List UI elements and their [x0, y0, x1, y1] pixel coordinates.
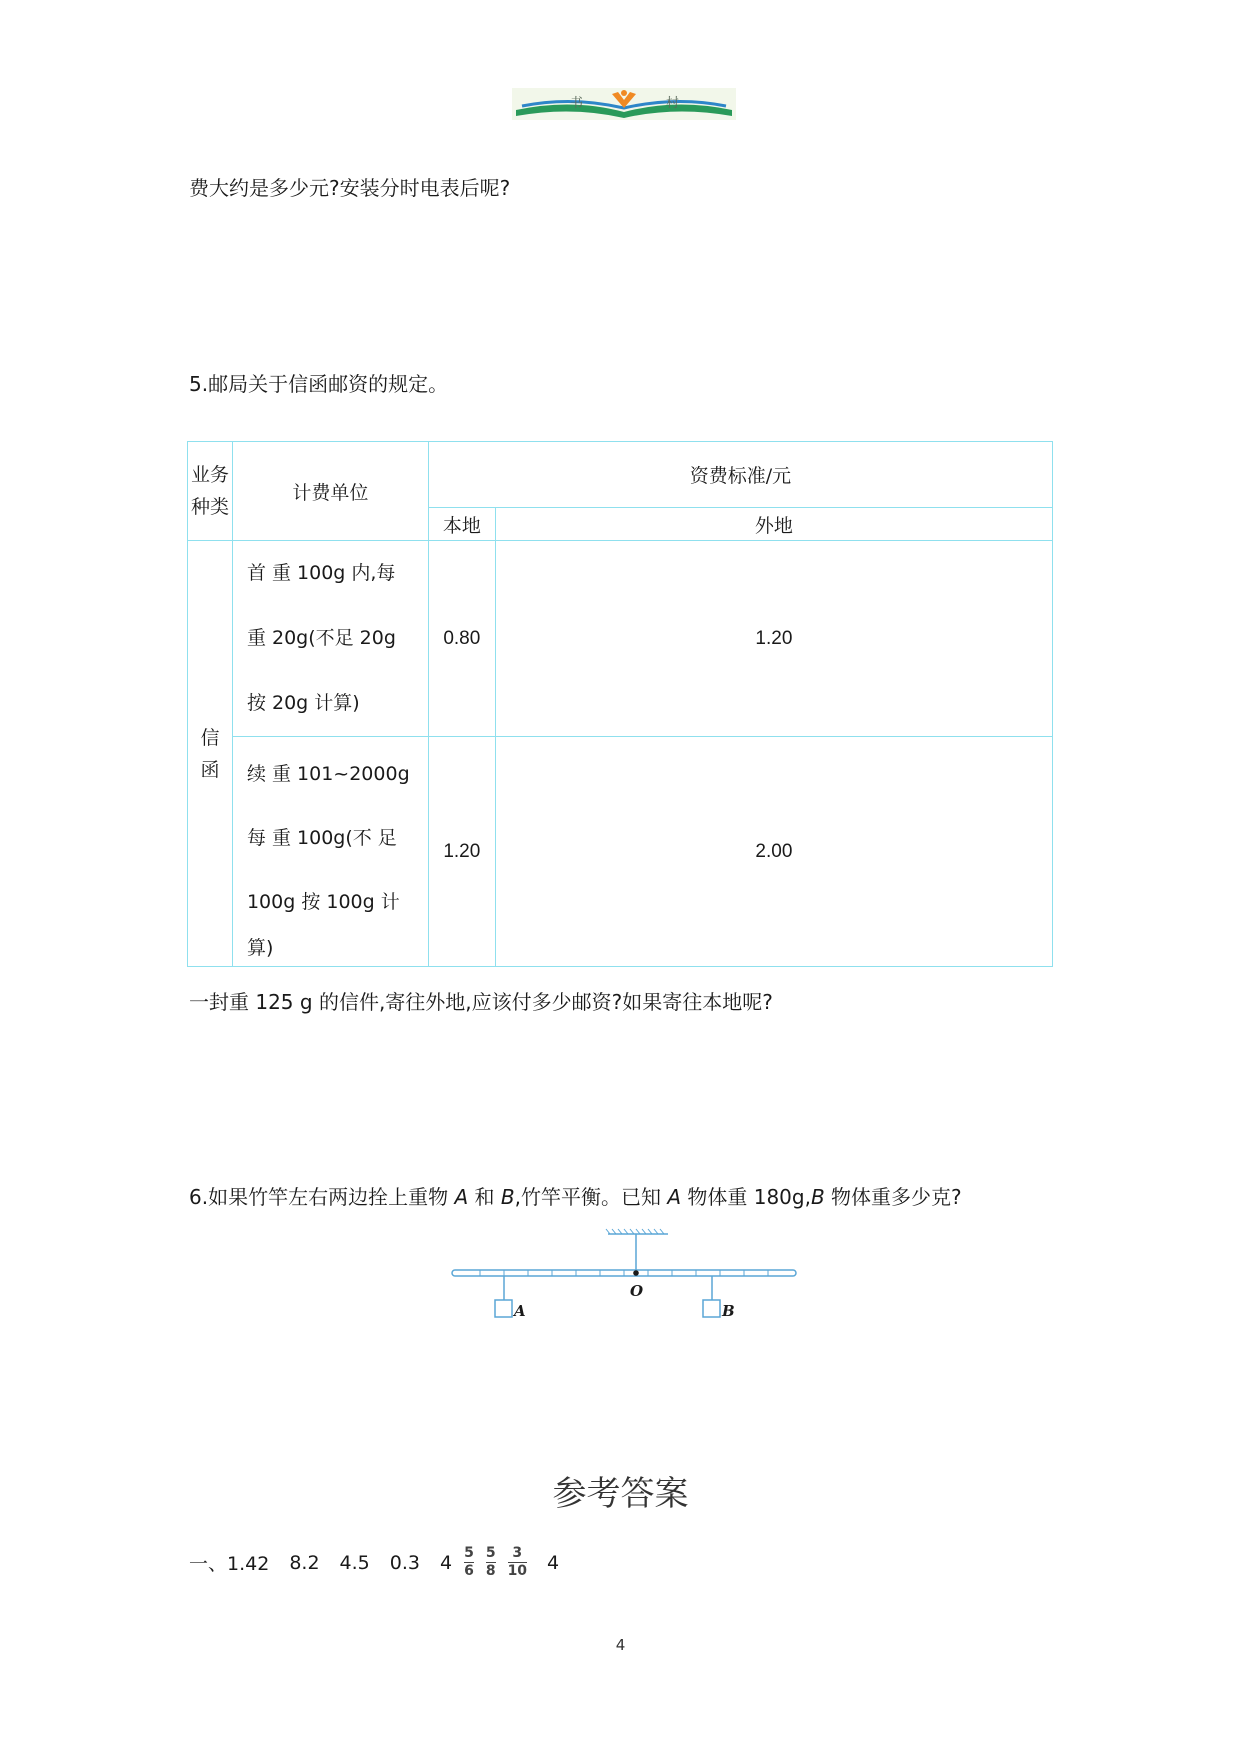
header-local: 本地: [428, 508, 495, 541]
header-rate: 资费标准/元: [428, 442, 1052, 508]
remote-price: 1.20: [495, 541, 1052, 737]
pivot-dot: [633, 1270, 639, 1276]
answers-heading: 参考答案: [552, 1474, 689, 1514]
label-a: A: [514, 1302, 526, 1320]
svg-text:村: 村: [666, 96, 680, 111]
page-number: 4: [615, 1636, 626, 1654]
label-o: O: [630, 1282, 644, 1300]
q5-question: 一封重 125 g 的信件,寄往外地,应该付多少邮资?如果寄往本地呢?: [189, 990, 773, 1014]
header-category: 业务 种类: [188, 442, 233, 541]
q5-title: 5.邮局关于信函邮资的规定。: [189, 372, 449, 396]
local-price: 0.80: [428, 541, 495, 737]
answers-line-1: 一、1.42 8.2 4.5 0.3 4 $\frac{5}{6}$ $\frac{5}{8}$ $\frac{3}{10}$ 4: [189, 1545, 560, 1579]
header-unit: 计费单位: [232, 442, 428, 541]
category-letter: 信 函: [188, 541, 233, 967]
balance-figure: [440, 1228, 806, 1338]
weight-a-box: [495, 1300, 512, 1317]
remote-price: 2.00: [495, 737, 1052, 967]
fraction: $\frac{5}{6}$: [464, 1545, 474, 1579]
logo-text: 书: [570, 96, 584, 111]
unit-cell: 首 重 100g 内,每 重 20g(不足 20g 按 20g 计算): [232, 541, 428, 737]
header-logo: [512, 88, 736, 120]
postage-table: [187, 441, 1053, 967]
weight-b-box: [703, 1300, 720, 1317]
header-remote: 外地: [495, 508, 1052, 541]
q6-title: 6.如果竹竿左右两边拴上重物 A 和 B,竹竿平衡。已知 A 物体重 180g,B 物体重多少克?: [189, 1185, 962, 1209]
q4-continuation: 费大约是多少元?安装分时电表后呢?: [189, 176, 511, 200]
table-row: [188, 541, 1053, 737]
local-price: 1.20: [428, 737, 495, 967]
unit-cell: 续 重 101~2000g 每 重 100g(不 足 100g 按 100g 计 算): [232, 737, 428, 967]
fraction: $\frac{3}{10}$: [507, 1545, 528, 1579]
fraction: $\frac{5}{8}$: [485, 1545, 496, 1579]
label-b: B: [722, 1302, 735, 1320]
table-row: [188, 737, 1053, 967]
book-logo-icon: [512, 88, 736, 120]
